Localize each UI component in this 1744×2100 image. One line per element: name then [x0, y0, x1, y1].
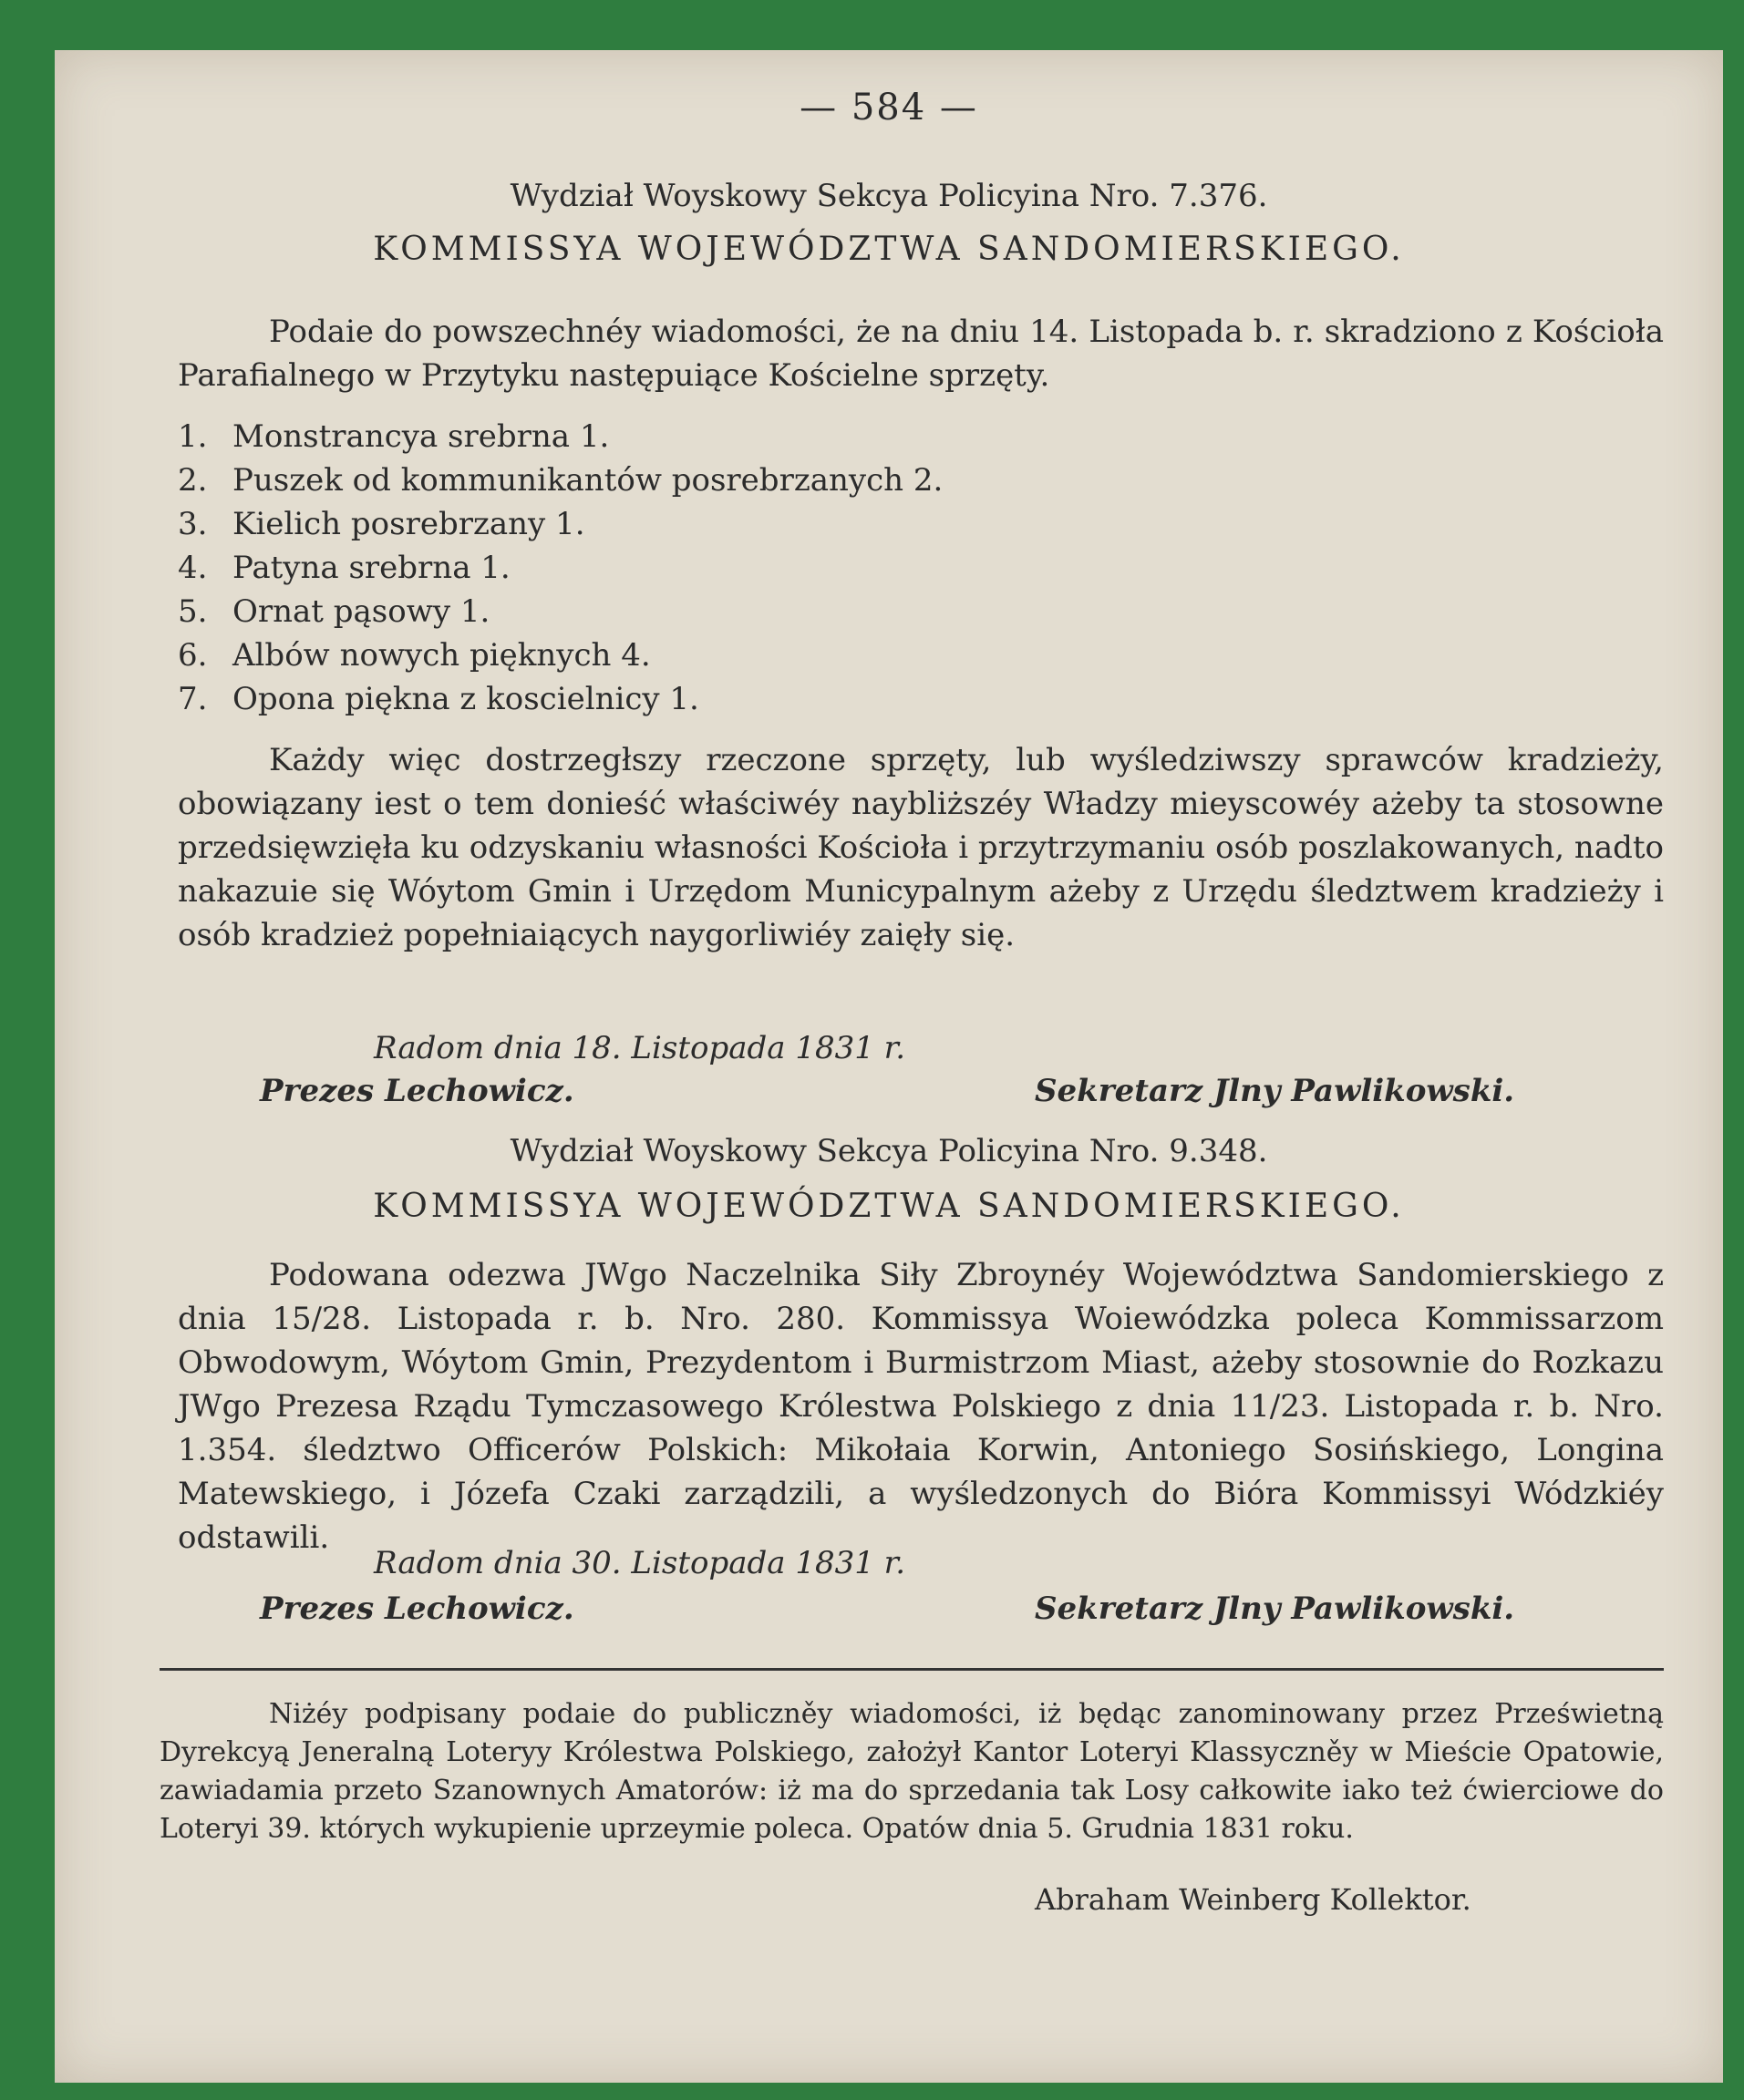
item-text: Kielich posrebrzany 1.: [232, 506, 585, 542]
notice-signature: Abraham Weinberg Kollektor.: [1035, 1882, 1471, 1917]
section2-signature-right: Sekretarz Jlny Pawlikowski.: [1035, 1590, 1515, 1627]
section1-signature-left: Prezes Lechowicz.: [260, 1073, 574, 1109]
section2-header: Wydział Woyskowy Sekcya Policyina Nro. 9.348.: [510, 1133, 1268, 1169]
section2-signature-left: Prezes Lechowicz.: [260, 1590, 574, 1627]
section2-date: Radom dnia 30. Listopada 1831 r.: [374, 1545, 905, 1581]
item-number: 4.: [178, 550, 208, 586]
item-number: 2.: [178, 462, 208, 499]
item-text: Albów nowych pięknych 4.: [232, 637, 651, 674]
section1-title: KOMMISSYA WOJEWÓDZTWA SANDOMIERSKIEGO.: [373, 231, 1405, 268]
section1-header: Wydział Woyskowy Sekcya Policyina Nro. 7.376.: [510, 178, 1268, 214]
list-item: [178, 590, 943, 633]
section1-signature-right: Sekretarz Jlny Pawlikowski.: [1035, 1073, 1515, 1109]
page-number: — 584 —: [800, 87, 978, 129]
section2-title: KOMMISSYA WOJEWÓDZTWA SANDOMIERSKIEGO.: [373, 1188, 1405, 1225]
item-number: 3.: [178, 506, 208, 542]
list-item: [178, 415, 943, 458]
list-item: [178, 677, 943, 721]
item-number: 7.: [178, 681, 208, 717]
section1-intro: Podaie do powszechnéy wiadomości, że na dniu 14. Listopada b. r. skradziono z Kościoła Parafialnego w Przytyku następuiące Kościelne sprzęty.: [178, 314, 1664, 394]
item-text: Patyna srebrna 1.: [232, 550, 511, 586]
document-page: [55, 50, 1723, 2083]
item-number: 5.: [178, 593, 208, 630]
list-item: [178, 546, 943, 590]
item-text: Monstrancya srebrna 1.: [232, 418, 610, 455]
notice-body: Niżéy podpisany podaie do publiczněy wiadomości, iż będąc zanominowany przez Prześwietną Dyrekcyą Jeneralną Loteryy Królestwa Polskiego, założył Kantor Loteryi Klassyczněy w Mieście Opatowie, zawiadamia przeto Szanownych Amatorów: iż ma do sprzedania tak Losy całkowite iako też ćwierciowe do Loteryi 39. których wykupienie uprzeymie poleca. Opatów dnia 5. Grudnia 1831 roku.: [160, 1698, 1664, 1845]
section1-item-list: [178, 415, 943, 721]
section1-body: Każdy więc dostrzegłszy rzeczone sprzęty, lub wyśledziwszy sprawców kradzieży, obowiązany iest o tem donieść właściwéy naybliższéy Władzy mieyscowéy ażeby ta stosowne przedsięwzięła ku odzyskaniu własności Kościoła i przytrzymaniu osób poszlakowanych, nadto nakazuie się Wóytom Gmin i Urzędom Municypalnym ażeby z Urzędu śledztwem kradzieży i osób kradzież popełniaiących naygorliwiéy zaięły się.: [178, 742, 1664, 953]
item-number: 6.: [178, 637, 208, 674]
section-divider: [160, 1668, 1664, 1671]
list-item: [178, 633, 943, 677]
list-item: [178, 502, 943, 546]
item-number: 1.: [178, 418, 208, 455]
section1-date: Radom dnia 18. Listopada 1831 r.: [374, 1030, 905, 1066]
item-text: Ornat pąsowy 1.: [232, 593, 490, 630]
list-item: [178, 458, 943, 502]
section2-body: Podowana odezwa JWgo Naczelnika Siły Zbroynéy Województwa Sandomierskiego z dnia 15/28. Listopada r. b. Nro. 280. Kommissya Woiewódzka poleca Kommissarzom Obwodowym, Wóytom Gmin, Prezydentom i Burmistrzom Miast, ażeby stosownie do Rozkazu JWgo Prezesa Rządu Tymczasowego Królestwa Polskiego z dnia 11/23. Listopada r. b. Nro. 1.354. śledztwo Officerów Polskich: Mikołaia Korwin, Antoniego Sosińskiego, Longina Matewskiego, i Józefa Czaki zarządzili, a wyśledzonych do Bióra Kommissyi Wódzkiéy odstawili.: [178, 1257, 1664, 1556]
item-text: Puszek od kommunikantów posrebrzanych 2.: [232, 462, 944, 499]
item-text: Opona piękna z koscielnicy 1.: [232, 681, 699, 717]
